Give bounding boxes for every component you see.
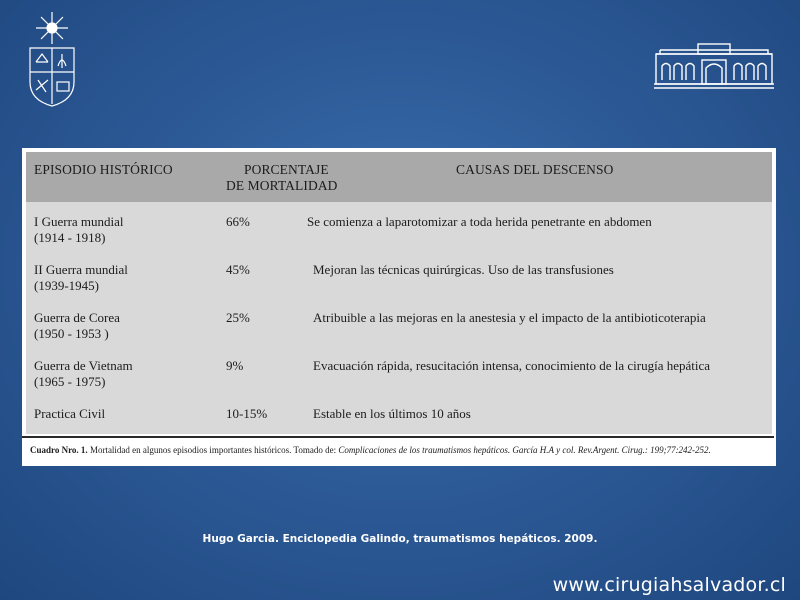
- row-years: (1965 - 1975): [34, 374, 106, 389]
- caption-reference: Complicaciones de los traumatismos hepáticos. García H.A y col. Rev.Argent. Cirug.: 199;77:242-252.: [338, 445, 711, 455]
- website-url: www.cirugiahsalvador.cl: [552, 574, 786, 596]
- row-percent: 25%: [226, 310, 250, 325]
- source-citation: Hugo Garcia. Enciclopedia Galindo, traumatismos hepáticos. 2009.: [202, 533, 598, 545]
- row-percent: 45%: [226, 262, 250, 277]
- row-percent: 66%: [226, 214, 250, 229]
- row-episode: II Guerra mundial: [34, 262, 128, 277]
- row-cause: Se comienza a laparotomizar a toda herida penetrante en abdomen: [307, 214, 652, 229]
- header-causes: CAUSAS DEL DESCENSO: [456, 162, 614, 177]
- row-episode: Guerra de Vietnam: [34, 358, 133, 373]
- header-percent-line2: DE MORTALIDAD: [226, 178, 338, 193]
- table-body: [26, 152, 772, 434]
- row-cause: Evacuación rápida, resucitación intensa, conocimiento de la cirugía hepática: [313, 358, 711, 373]
- caption-label: Cuadro Nro. 1.: [30, 445, 88, 455]
- mortality-table-figure: [22, 148, 776, 466]
- row-cause: Mejoran las técnicas quirúrgicas. Uso de las transfusiones: [313, 262, 614, 277]
- hospital-building-logo: [652, 40, 776, 92]
- row-years: (1914 - 1918): [34, 230, 106, 245]
- row-years: (1939-1945): [34, 278, 99, 293]
- row-episode: I Guerra mundial: [34, 214, 124, 229]
- row-cause: Atribuible a las mejoras en la anestesia y el impacto de la antibioticoterapia: [313, 310, 706, 325]
- university-crest-logo: [26, 10, 78, 108]
- row-percent: 9%: [226, 358, 244, 373]
- header-episode: EPISODIO HISTÓRICO: [34, 162, 173, 177]
- table-caption: [30, 444, 770, 456]
- row-episode: Guerra de Corea: [34, 310, 120, 325]
- row-percent: 10-15%: [226, 406, 268, 421]
- caption-text: Mortalidad en algunos episodios importantes históricos. Tomado de:: [87, 445, 339, 455]
- table-bottom-rule: [22, 436, 774, 438]
- header-percent-line1: PORCENTAJE: [244, 162, 329, 177]
- row-cause: Estable en los últimos 10 años: [313, 406, 471, 421]
- row-episode: Practica Civil: [34, 406, 106, 421]
- row-years: (1950 - 1953 ): [34, 326, 109, 341]
